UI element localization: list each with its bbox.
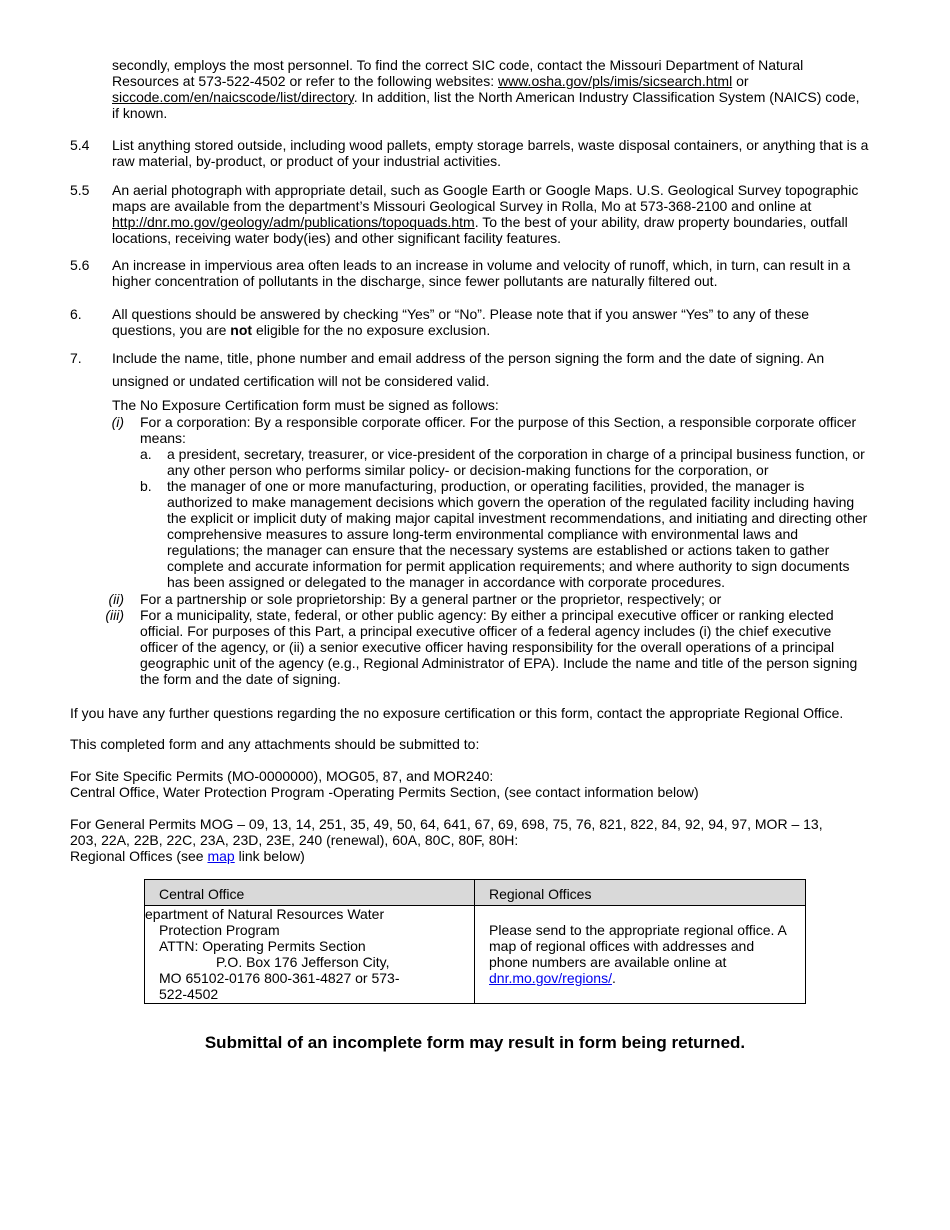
sub-b-text: the manager of one or more manufacturing, production, or operating facilities, provided, the manager is authorized to make management decisions which govern the operation of the regulated facility including having the explicit or implicit duty of making major capital investment recommendations, and initiating and directing other comprehensive measures to assure long-term environmental compliance with environmental laws and regulations; the manager can ensure that the necessary systems are established or actions taken to gather complete and accurate information for permit application requirements; and where authority to sign documents has been assigned or delegated to the manager in accordance with corporate procedures.	[167, 478, 868, 590]
map-link[interactable]: map	[207, 848, 235, 864]
sub-b-label: b.	[140, 478, 152, 494]
regional-offices-header: Regional Offices	[475, 880, 806, 906]
item-6-text: All questions should be answered by checking “Yes” or “No”. Please note that if you answer “Yes” to any of these questions, you are not eligible for the no exposure exclusion.	[112, 306, 810, 338]
central-address-line: P.O. Box 176 Jefferson City,	[216, 954, 390, 970]
central-address-line: 522-4502	[159, 986, 219, 1002]
regional-offices-text: Please send to the appropriate regional office. A map of regional offices with addresses and phone numbers are available online at dnr.mo.gov/regions/.	[489, 922, 787, 986]
siccode-link[interactable]: siccode.com/en/naicscode/list/directory	[112, 89, 354, 105]
sub-a-text: a president, secretary, treasurer, or vice-president of the corporation in charge of a principal business function, or any other person who performs similar policy- or decision-making functions for the corporation, or	[167, 446, 865, 478]
corporation-text: For a corporation: By a responsible corporate officer. For the purpose of this Section, a responsible corporate officer means:	[140, 414, 857, 446]
item-6-number: 6.	[70, 306, 82, 322]
central-office-cell	[145, 906, 475, 1004]
municipality-text: For a municipality, state, federal, or other public agency: By either a principal executive officer or ranking elected official. For purposes of this Part, a principal executive officer of a federal agency includes (i) the chief executive officer of the agency, or (ii) a senior executive officer having responsibility for the overall operations of a principal geographic unit of the agency (e.g., Regional Administrator of EPA). Include the name and title of the person signing the form and the date of signing.	[140, 607, 858, 687]
site-specific-line-2: Central Office, Water Protection Program -Operating Permits Section, (see contact information below)	[70, 784, 699, 800]
further-questions-text: If you have any further questions regarding the no exposure certification or this form, contact the appropriate Regional Office.	[70, 705, 844, 721]
intro-line-3: siccode.com/en/naicscode/list/directory. In addition, list the North American Industry Classification System (NAICS) code,	[112, 89, 860, 105]
item-7-line-2: unsigned or undated certification will not be considered valid.	[112, 373, 490, 389]
intro-line-2: Resources at 573-522-4502 or refer to the following websites: www.osha.gov/pls/imis/sicsearch.html or	[112, 73, 749, 89]
general-line-2: 203, 22A, 22B, 22C, 23A, 23D, 23E, 240 (renewal), 60A, 80C, 80F, 80H:	[70, 832, 519, 848]
roman-ii-label: (ii)	[108, 591, 124, 607]
intro-line-1: secondly, employs the most personnel. To find the correct SIC code, contact the Missouri Department of Natural	[112, 57, 804, 73]
central-address-line: epartment of Natural Resources Water	[145, 906, 385, 922]
intro-paragraph	[112, 57, 882, 121]
item-7-line-1: Include the name, title, phone number and email address of the person signing the form and the date of signing. An	[112, 350, 825, 366]
central-office-header: Central Office	[145, 880, 475, 906]
general-permits	[70, 816, 890, 864]
submittal-warning: Submittal of an incomplete form may result in form being returned.	[204, 1033, 746, 1052]
sub-a-label: a.	[140, 446, 152, 462]
partnership-text: For a partnership or sole proprietorship: By a general partner or the proprietor, respectively; or	[140, 591, 722, 607]
central-address-line: ATTN: Operating Permits Section	[159, 938, 366, 954]
central-address-line: Protection Program	[159, 922, 280, 938]
contact-table	[144, 879, 806, 1004]
item-5-5-text: An aerial photograph with appropriate detail, such as Google Earth or Google Maps. U.S. Geological Survey topographic maps are available from the department’s Missouri Geological Survey in Rolla, Mo at 573-368-2100 and online at http://dnr.mo.gov/geology/adm/publications/topoquads.htm. To the best of your ability, draw property boundaries, outfall locations, receiving water body(ies) and other significant facility features.	[112, 182, 859, 246]
topoquads-link[interactable]: http://dnr.mo.gov/geology/adm/publications/topoquads.htm	[112, 214, 475, 230]
site-specific-permits	[70, 768, 890, 800]
item-5-6-text: An increase in impervious area often leads to an increase in volume and velocity of runoff, which, in turn, can result in a higher concentration of pollutants in the discharge, since fewer pollutants are naturally filtered out.	[112, 257, 851, 289]
intro-line-4: if known.	[112, 105, 168, 121]
osha-link[interactable]: www.osha.gov/pls/imis/sicsearch.html	[498, 73, 733, 89]
general-line-3: Regional Offices (see map link below)	[70, 848, 305, 864]
regions-link[interactable]: dnr.mo.gov/regions/	[489, 970, 612, 986]
general-line-1: For General Permits MOG – 09, 13, 14, 251, 35, 49, 50, 64, 641, 67, 69, 698, 75, 76, 821, 822, 84, 92, 94, 97, MOR – 13,	[70, 816, 823, 832]
item-5-6-number: 5.6	[70, 257, 90, 273]
submit-to-text: This completed form and any attachments should be submitted to:	[70, 736, 480, 752]
roman-i-label: (i)	[111, 414, 124, 430]
item-7-number: 7.	[70, 350, 82, 366]
item-5-4-number: 5.4	[70, 137, 90, 153]
signing-intro: The No Exposure Certification form must be signed as follows:	[112, 397, 499, 413]
regional-offices-cell	[475, 906, 806, 1004]
table-header-row	[145, 880, 806, 906]
central-address-line: MO 65102-0176 800-361-4827 or 573-	[159, 970, 400, 986]
item-5-5-number: 5.5	[70, 182, 90, 198]
item-5-4-text: List anything stored outside, including wood pallets, empty storage barrels, waste disposal containers, or anything that is a raw material, by-product, or product of your industrial activities.	[112, 137, 869, 169]
table-row	[145, 906, 806, 1004]
site-specific-line-1: For Site Specific Permits (MO-0000000), MOG05, 87, and MOR240:	[70, 768, 494, 784]
roman-iii-label: (iii)	[105, 607, 124, 623]
